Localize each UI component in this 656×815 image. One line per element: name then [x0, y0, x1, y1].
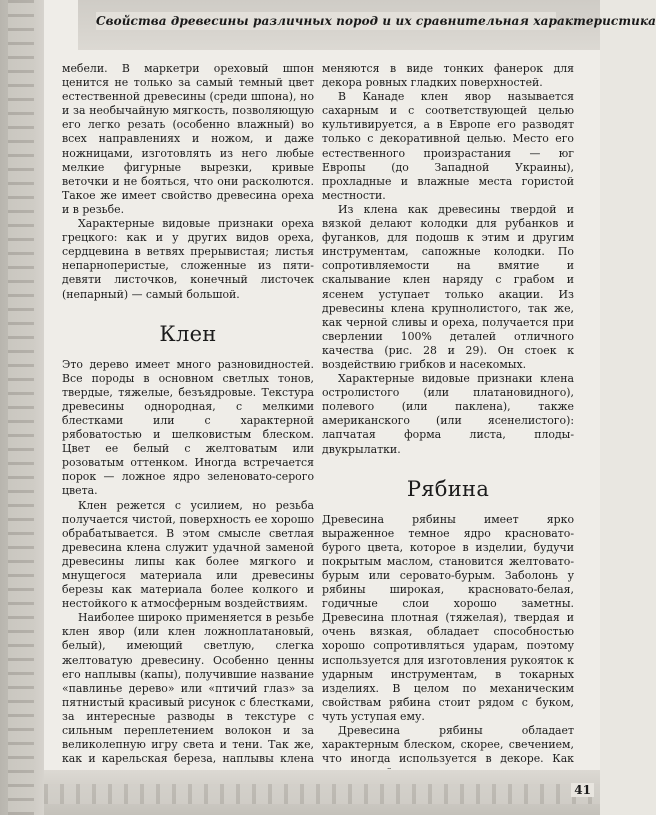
paragraph: Древесина рябины имеет ярко выраженное темное ядро красновато-бурого цвета, которое в изделии, будучи покрытым маслом, становится желтовато-бурым или серовато-бурым. Заболонь у рябины широкая, красновато-белая, годичные слои хорошо заметны. Древесина плотная (тяжелая), твердая и очень вязкая, обладает способностью хорошо сопротивляться ударам, поэтому используется для изготовления рукояток к ударным инструментам, в токарных изделиях. В целом по механическим свойствам рябина стоит рядом с буком, чуть уступая ему. — [322, 512, 574, 723]
page-number: 41 — [571, 783, 594, 797]
paragraph: В Канаде клен явор называется сахарным и с соответствующей целью культивируется, а в Европе его разводят только с декоративной целью. Место его естественного произрастания — юг Европы (до Западной Украины), прохладные и влажные места гористой местности. — [322, 90, 574, 202]
running-header: Свойства древесины различных пород и их сравнительная характеристика — [96, 14, 656, 28]
border-pattern — [8, 0, 34, 815]
bottom-ornamental-border — [44, 770, 600, 815]
paragraph: Характерные видовые признаки клена остролистого (или платановидного), полевого (или паклена), также американского (или ясенелистого): лапчатая форма листа, плоды-двукрылатки. — [322, 372, 574, 456]
paragraph: меняются в виде тонких фанерок для декора ровных гладких поверхностей. — [322, 62, 574, 90]
left-ornamental-border — [0, 0, 44, 815]
paragraph: Это дерево имеет много разновидностей. Все породы в основном светлых тонов, твердые, тяжелые, безъядровые. Текстура древесины однородная, с мелкими блестками или с характерной рябоватостью и шелковистым блеском. Цвет ее белый с желтоватым или розоватым оттенком. Иногда встречается порок — ложное ядро зеленовато-серого цвета. — [62, 357, 314, 498]
section-heading-maple: Клен — [159, 321, 217, 346]
right-column — [322, 62, 574, 795]
paragraph: Клен режется с усилием, но резьба получается чистой, поверхность ее хорошо обрабатывается. В этом смысле светлая древесина клена служит удачной заменой древесины липы как более мягкого и мнущегося материала или древесины березы как материала более колкого и нестойкого к атмосферным воздействиям. — [62, 498, 314, 611]
border-pattern — [44, 784, 600, 804]
left-column — [62, 62, 314, 780]
paragraph: Характерные видовые признаки ореха грецкого: как и у других видов ореха, сердцевина в ветвях прерывистая; листья непарноперистые, сложенные из пяти-девяти листочков, конечный листочек (непарный) — самый большой. — [62, 217, 314, 301]
paragraph: Из клена как древесины твердой и вязкой делают колодки для рубанков и фуганков, для подошв к этим и другим инструментам, сапожные колодки. По сопротивляемости на вмятие и скалывание клен наряду с грабом и ясенем уступает только акации. Из древесины клена крупнолистого, так же, как черной сливы и ореха, получается при сверлении 100% деталей отличного качества (рис. 28 и 29). Он стоек к воздействию грибков и насекомых. — [322, 202, 574, 371]
paragraph: Древесина рябины обладает характерным блеском, скорее, свечением, что иногда используется в декоре. Как — [322, 724, 574, 766]
section-heading-rowan: Рябина — [406, 476, 490, 501]
paragraph: мебели. В маркетри ореховый шпон ценится не только за самый темный цвет естественной древесины (среди шпона), но и за необычайную мягкость, позволяющую его легко резать (особенно влажный) во всех направлениях и ножом, и даже ножницами, изготовлять из него любые мелкие фигурные вырезки, кривые веточки и не бояться, что они расколются. Такое же имеет свойство древесина ореха и в резьбе. — [62, 62, 314, 216]
paragraph: Наиболее широко применяется в резьбе клен явор (или клен ложноплатановый, белый), имеющий светлую, слегка желтоватую древесину. Особенно ценны его наплывы (капы), получившие название «павлинье дерево» или «птичий глаз» за пятнистый красивый рисунок с блестками, за интересные разводы в текстуре с сильным переплетением волокон и за великолепную игру света и тени. Так же, как и карельская береза, наплывы клена — [62, 611, 314, 766]
